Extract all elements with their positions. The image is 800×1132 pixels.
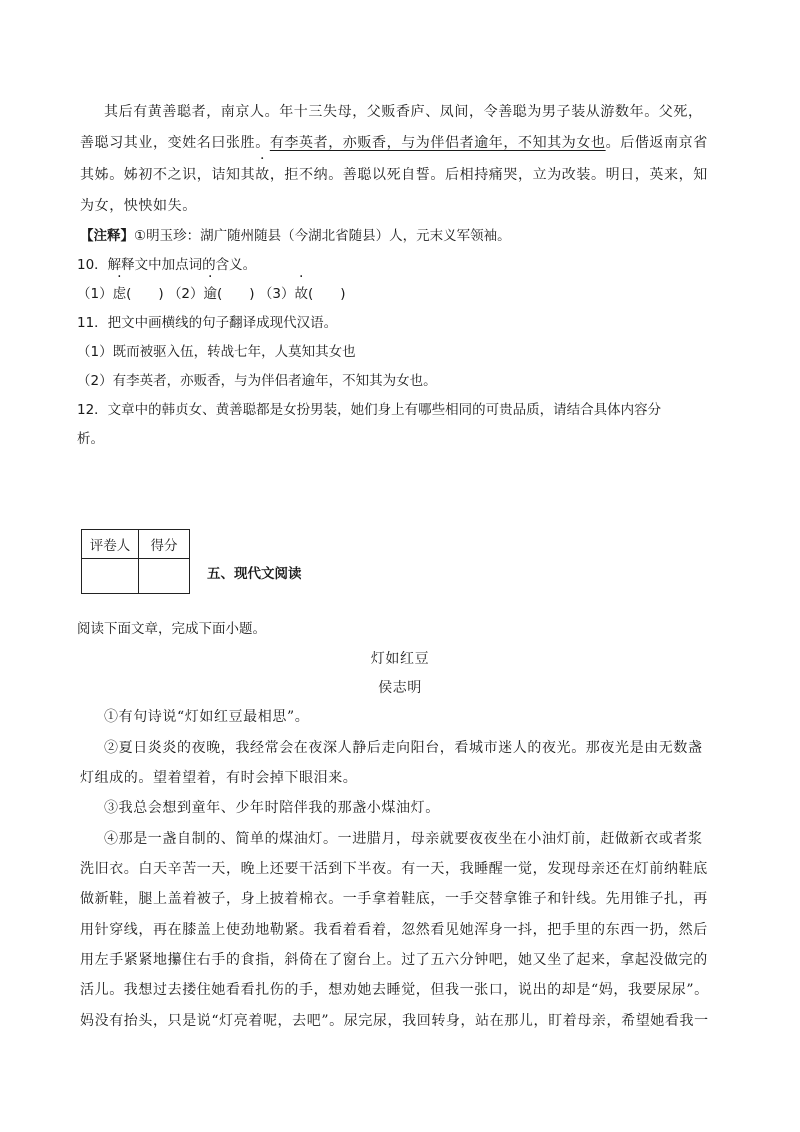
question-12-line-1: 12．文章中的韩贞女、黄善聪都是女扮男装，她们身上有哪些相同的可贵品质，请结合具体内容分	[77, 402, 662, 418]
q10-item-3-prefix: （3）	[258, 286, 295, 302]
passage-line-3-head: 其姊。姊初不之识，诘知其	[80, 167, 256, 183]
article-line-5: ④那是一盏自制的、简单的煤油灯。一进腊月，母亲就要夜夜坐在小油灯前，赶做新衣或者浆	[104, 831, 703, 847]
passage-line-4: 为女，怏怏如失。	[80, 198, 197, 214]
score-table-grader-header: 评卷人	[82, 530, 139, 559]
passage-line-2	[80, 132, 708, 152]
score-table	[81, 529, 190, 594]
passage-line-2-head: 善聪习其业，变姓名曰张胜。	[80, 135, 270, 151]
q10-item-3-blank: ( )	[307, 286, 346, 302]
article-line-10: 活儿。我想过去搂住她看看扎伤的手，想劝她去睡觉，但我一张口，说出的却是“妈，我要尿尿”。	[80, 982, 709, 998]
question-10: 10．解释文中加点词的含义。	[77, 257, 257, 273]
dotted-char-gu: 故	[255, 167, 270, 183]
q10-item-3-char: 故	[294, 286, 308, 302]
passage-line-2-tail: 。后偕返南京省	[605, 135, 708, 151]
article-line-1: ①有句诗说“灯如红豆最相思”。	[104, 709, 310, 725]
question-10-items	[77, 282, 346, 302]
article-line-3: 灯组成的。望着望着，有时会掉下眼泪来。	[80, 770, 358, 786]
underlined-sentence: 有李英者，亦贩香，与为伴侣者逾年，不知其为女也	[269, 135, 606, 151]
article-line-9: 用左手紧紧地攥住右手的食指，斜倚在了窗台上。过了五六分钟吧，她又坐了起来，拿起没做完的	[80, 952, 708, 968]
question-11: 11．把文中画横线的句子翻译成现代汉语。	[77, 315, 338, 331]
section-instruction: 阅读下面文章，完成下面小题。	[77, 621, 266, 637]
article-line-4: ③我总会想到童年、少年时陪伴我的那盏小煤油灯。	[104, 800, 440, 816]
article-line-2: ②夏日炎炎的夜晚，我经常会在夜深人静后走向阳台，看城市迷人的夜光。那夜光是由无数盏	[104, 740, 703, 756]
note	[80, 224, 511, 244]
article-line-8: 用针穿线，再在膝盖上使劲地勒紧。我看着看着，忽然看见她浑身一抖，把手里的东西一扔，然后	[80, 922, 708, 938]
article-line-11: 妈没有抬头，只是说“灯亮着呢，去吧”。尿完尿，我回转身，站在那儿，盯着母亲，希望她看我一	[80, 1013, 709, 1029]
question-11-1: （1）既而被驱入伍，转战七年，人莫知其女也	[77, 344, 356, 360]
question-12-line-2: 析。	[77, 431, 104, 447]
article-author: 侯志明	[378, 680, 422, 696]
passage-line-3-tail: ，拒不纳。善聪以死自誓。后相持痛哭，立为改装。明日，英来，知	[269, 167, 708, 183]
q10-item-1-blank: ( )	[126, 286, 164, 302]
article-line-6: 洗旧衣。白天辛苦一天，晚上还要干活到下半夜。有一天，我睡醒一觉，发现母亲还在灯前纳鞋底	[80, 861, 708, 877]
q10-item-1-char: 虑	[112, 286, 127, 302]
article-title: 灯如红豆	[370, 651, 430, 667]
score-table-score-cell	[139, 559, 190, 594]
article-line-7: 做新鞋，腿上盖着被子，身上披着棉衣。一手拿着鞋底，一手交替拿锥子和针线。先用锥子扎，再	[80, 891, 708, 907]
q10-item-1-prefix: （1）	[77, 286, 113, 302]
q10-item-2-char: 逾	[203, 286, 218, 302]
passage-line-3	[80, 164, 708, 184]
passage-line-1: 其后有黄善聪者，南京人。年十三失母，父贩香庐、凤间，令善聪为男子装从游数年。父死，	[104, 104, 703, 120]
q10-item-2-blank: ( )	[217, 286, 255, 302]
q10-item-2-prefix: （2）	[167, 286, 204, 302]
note-label: 【注释】	[80, 228, 134, 244]
score-table-grader-cell	[82, 559, 139, 594]
question-11-2: （2）有李英者，亦贩香，与为伴侣者逾年，不知其为女也。	[77, 373, 437, 389]
score-table-score-header: 得分	[139, 530, 190, 559]
note-text: ①明玉珍：湖广随州随县（今湖北省随县）人，元末义军领袖。	[134, 228, 511, 244]
section-title: 五、现代文阅读	[207, 566, 302, 582]
